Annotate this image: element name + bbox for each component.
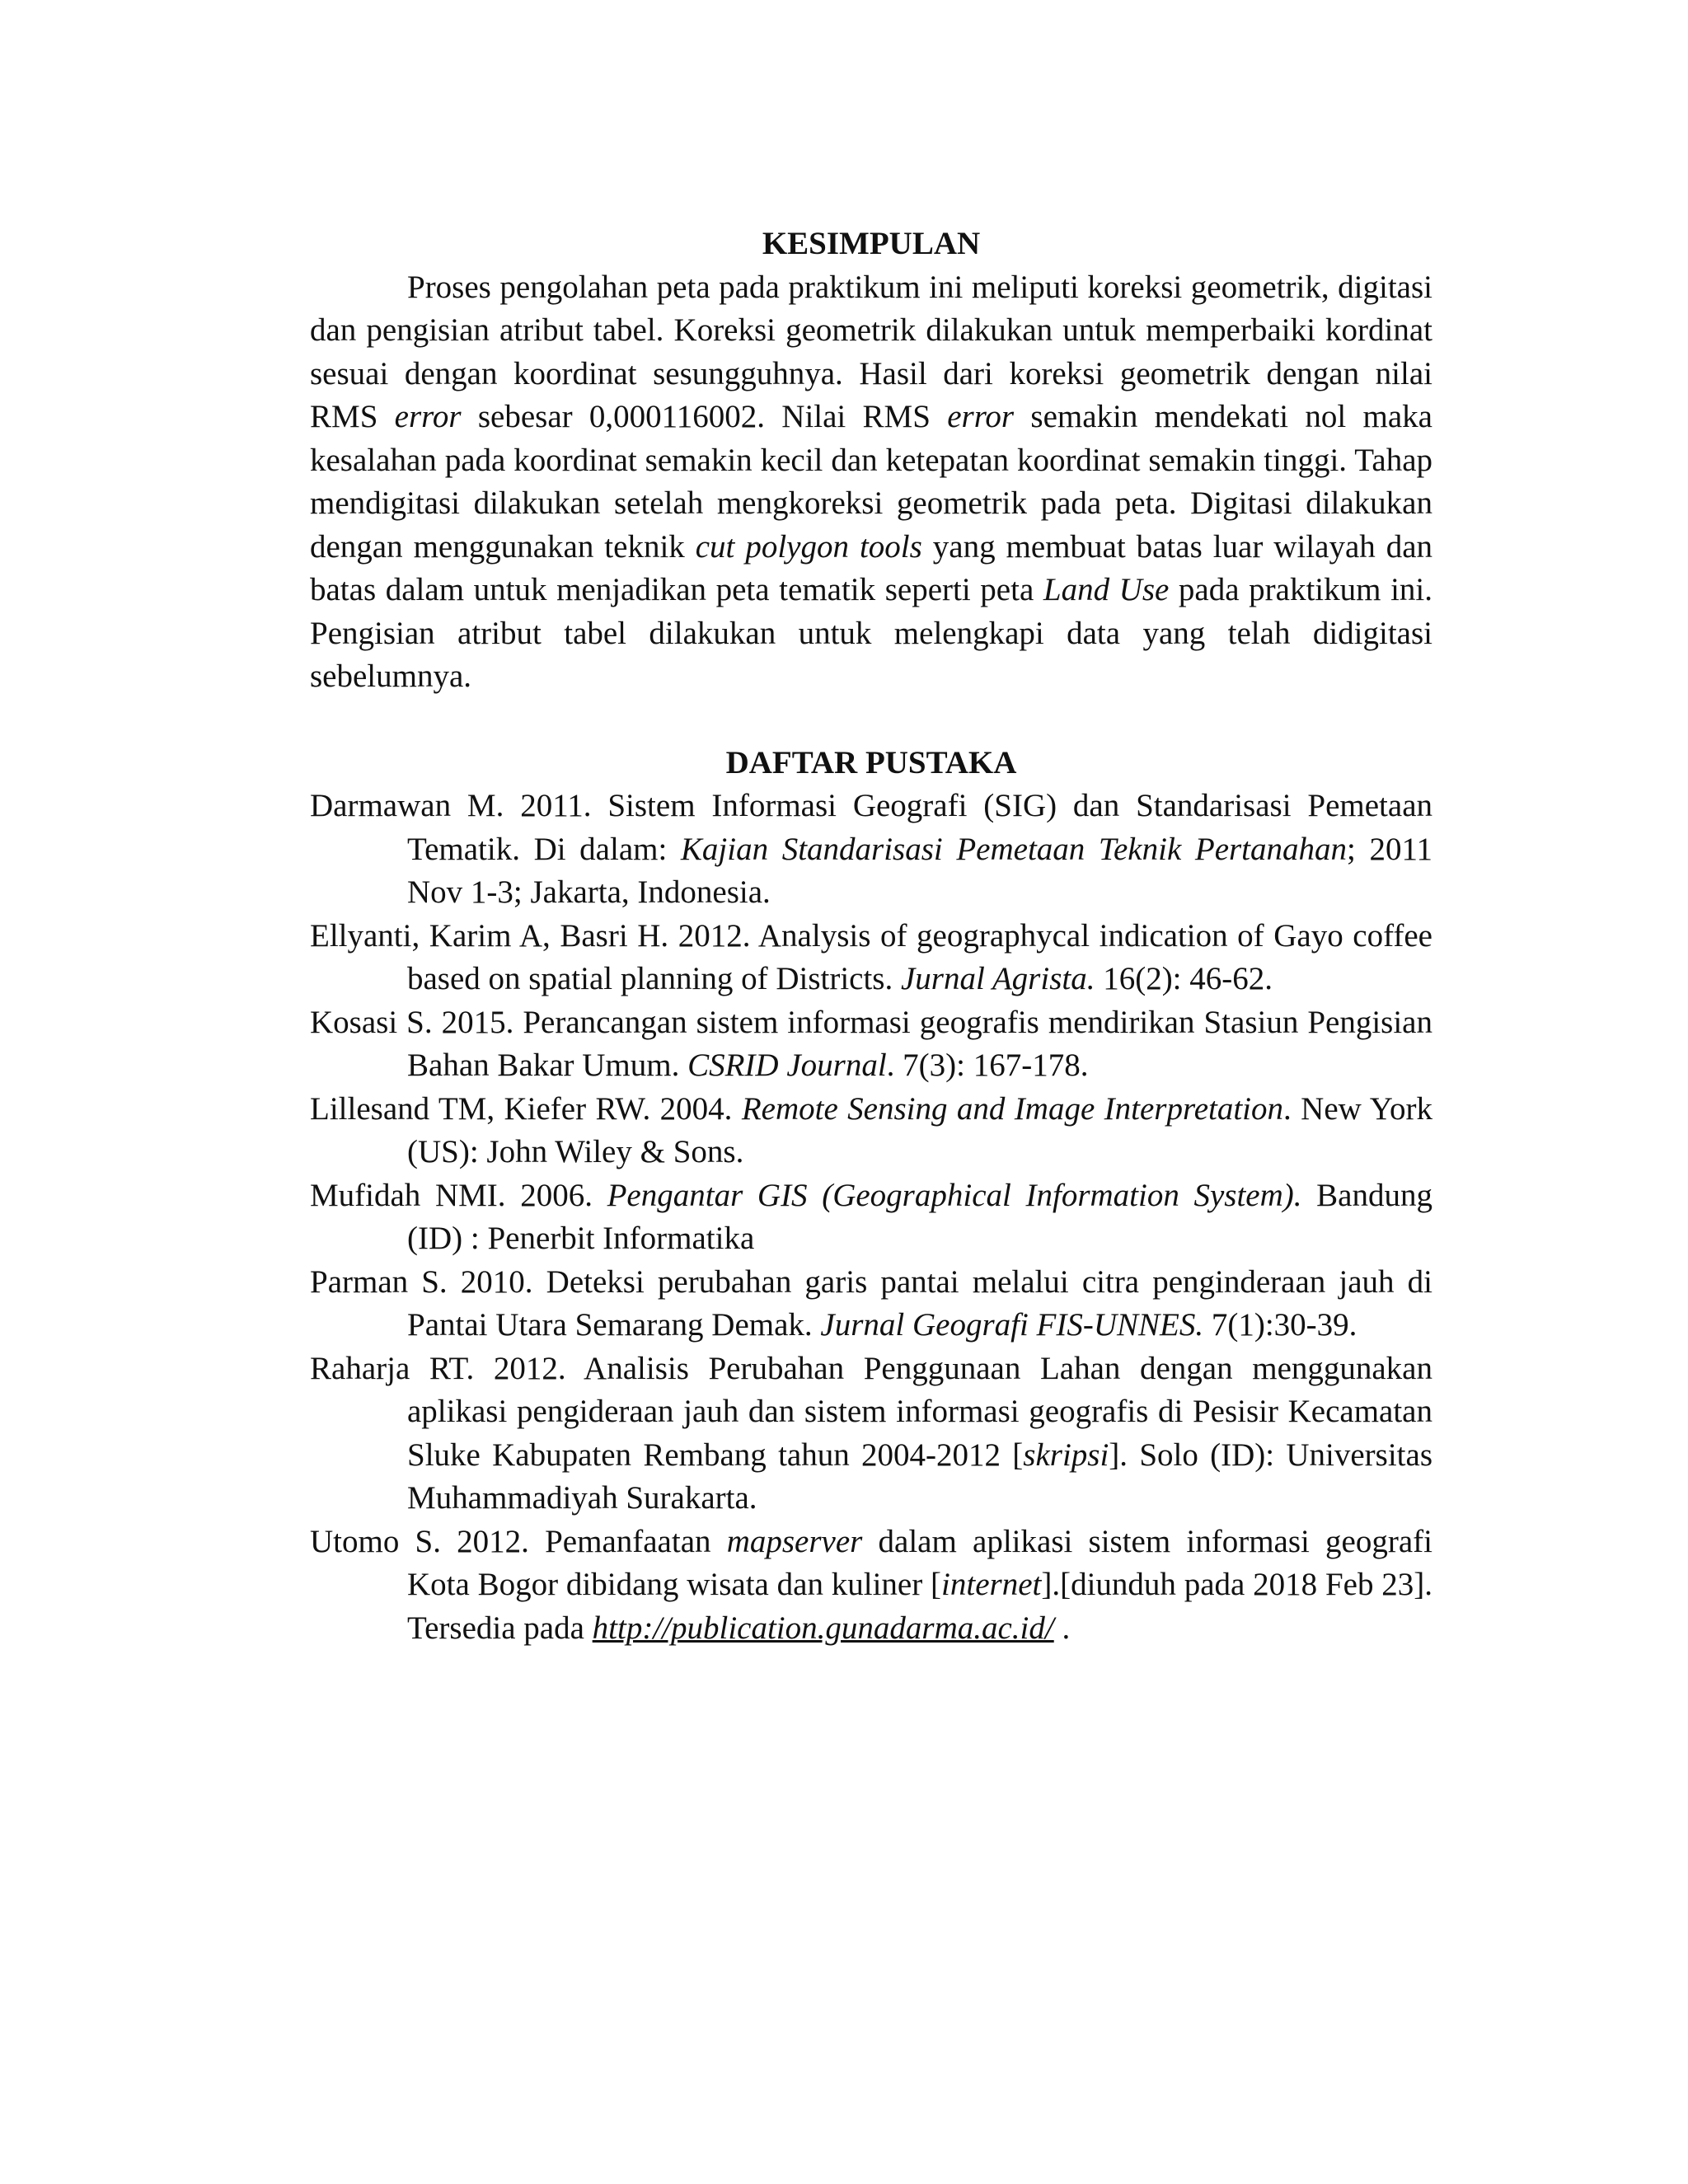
- reference-item: [310, 1174, 1432, 1261]
- reference-item: [310, 785, 1432, 915]
- text-run: yang membuat batas luar wilayah dan batas dalam untuk menjadikan peta tematik seperti peta: [310, 528, 1433, 607]
- reference-link[interactable]: http://publication.gunadarma.ac.id/: [592, 1610, 1054, 1646]
- text-run: Mufidah NMI. 2006.: [310, 1177, 607, 1213]
- text-run: Utomo S. 2012. Pemanfaatan: [310, 1523, 727, 1559]
- conclusion-heading: KESIMPULAN: [762, 226, 981, 261]
- text-run: Lillesand TM, Kiefer RW. 2004.: [310, 1090, 742, 1127]
- text-run: Parman S. 2010. Deteksi perubahan garis pantai melalui citra penginderaan jauh di Pantai Utara Semarang Demak.: [310, 1263, 1432, 1343]
- reference-item: [310, 1001, 1432, 1088]
- reference-list: [310, 785, 1432, 1650]
- document-page: [310, 223, 1432, 1650]
- text-run: semakin mendekati nol maka kesalahan pada koordinat semakin kecil dan ketepatan koordinat semakin tinggi. Tahap mendigitasi dilakukan setelah mengkoreksi geometrik pada peta. Digitasi dilakukan dengan menggunakan teknik: [310, 399, 1432, 565]
- italic-text: Remote Sensing and Image Interpretation: [741, 1090, 1284, 1127]
- reference-item: [310, 1521, 1432, 1651]
- text-run: 16(2): 46-62.: [1095, 961, 1273, 996]
- text-run: ; 2011 Nov 1-3; Jakarta, Indonesia.: [407, 831, 1433, 910]
- italic-text: Jurnal Geografi FIS-UNNES.: [820, 1307, 1204, 1343]
- text-run: Proses pengolahan peta pada praktikum ini meliputi koreksi geometrik, digitasi dan pengisian atribut tabel. Koreksi geometrik dilakukan untuk memperbaiki kordinat sesuai dengan koordinat sesungguhnya. Hasil dari koreksi geometrik dengan nilai RMS: [310, 269, 1432, 434]
- italic-text: Jurnal Agrista.: [900, 961, 1095, 996]
- italic-text: Pengantar GIS (Geographical Information System).: [607, 1177, 1302, 1213]
- text-run: sebesar 0,000116002. Nilai RMS: [461, 399, 948, 434]
- references-heading: DAFTAR PUSTAKA: [725, 744, 1017, 780]
- text-run: . New York (US): John Wiley & Sons.: [407, 1090, 1432, 1169]
- reference-item: [310, 1088, 1432, 1174]
- text-run: ]. Solo (ID): Universitas Muhammadiyah Surakarta.: [407, 1436, 1433, 1516]
- italic-text: mapserver: [726, 1523, 863, 1559]
- italic-text: skripsi: [1023, 1436, 1109, 1473]
- italic-text: internet: [941, 1567, 1042, 1602]
- italic-text: Kajian Standarisasi Pemetaan Teknik Pertanahan: [680, 831, 1348, 867]
- text-run: Bandung (ID) : Penerbit Informatika: [407, 1177, 1432, 1256]
- text-run: Ellyanti, Karim A, Basri H. 2012. Analysis of geographycal indication of Gayo coffee based on spatial planning of Districts.: [310, 917, 1432, 996]
- text-run: .: [1053, 1610, 1071, 1646]
- text-run: Raharja RT. 2012. Analisis Perubahan Penggunaan Lahan dengan menggunakan aplikasi pengideraan jauh dan sistem informasi geografis di Pesisir Kecamatan Sluke Kabupaten Rembang tahun 2004-2012 [: [310, 1350, 1432, 1473]
- text-run: 7(1):30-39.: [1203, 1307, 1357, 1343]
- text-run: ].[diunduh pada 2018 Feb 23]. Tersedia pada: [407, 1567, 1432, 1646]
- text-run: Kosasi S. 2015. Perancangan sistem informasi geografis mendirikan Stasiun Pengisian Bahan Bakar Umum.: [310, 1004, 1432, 1083]
- reference-item: [310, 1347, 1432, 1521]
- text-run: dalam aplikasi sistem informasi geografi Kota Bogor dibidang wisata dan kuliner [: [407, 1523, 1432, 1602]
- italic-text: cut polygon tools: [695, 528, 922, 565]
- text-run: pada praktikum ini. Pengisian atribut tabel dilakukan untuk melengkapi data yang telah didigitasi sebelumnya.: [310, 572, 1432, 694]
- conclusion-paragraph: [310, 266, 1432, 699]
- text-run: . 7(3): 167-178.: [886, 1047, 1089, 1083]
- reference-item: [310, 1261, 1432, 1347]
- italic-text: CSRID Journal: [687, 1047, 887, 1083]
- italic-text: error: [394, 399, 462, 434]
- italic-text: error: [947, 399, 1015, 434]
- reference-item: [310, 915, 1432, 1001]
- section-gap: [310, 699, 1432, 742]
- italic-text: Land Use: [1043, 572, 1170, 607]
- text-run: Darmawan M. 2011. Sistem Informasi Geografi (SIG) dan Standarisasi Pemetaan Tematik. Di dalam:: [310, 788, 1432, 867]
